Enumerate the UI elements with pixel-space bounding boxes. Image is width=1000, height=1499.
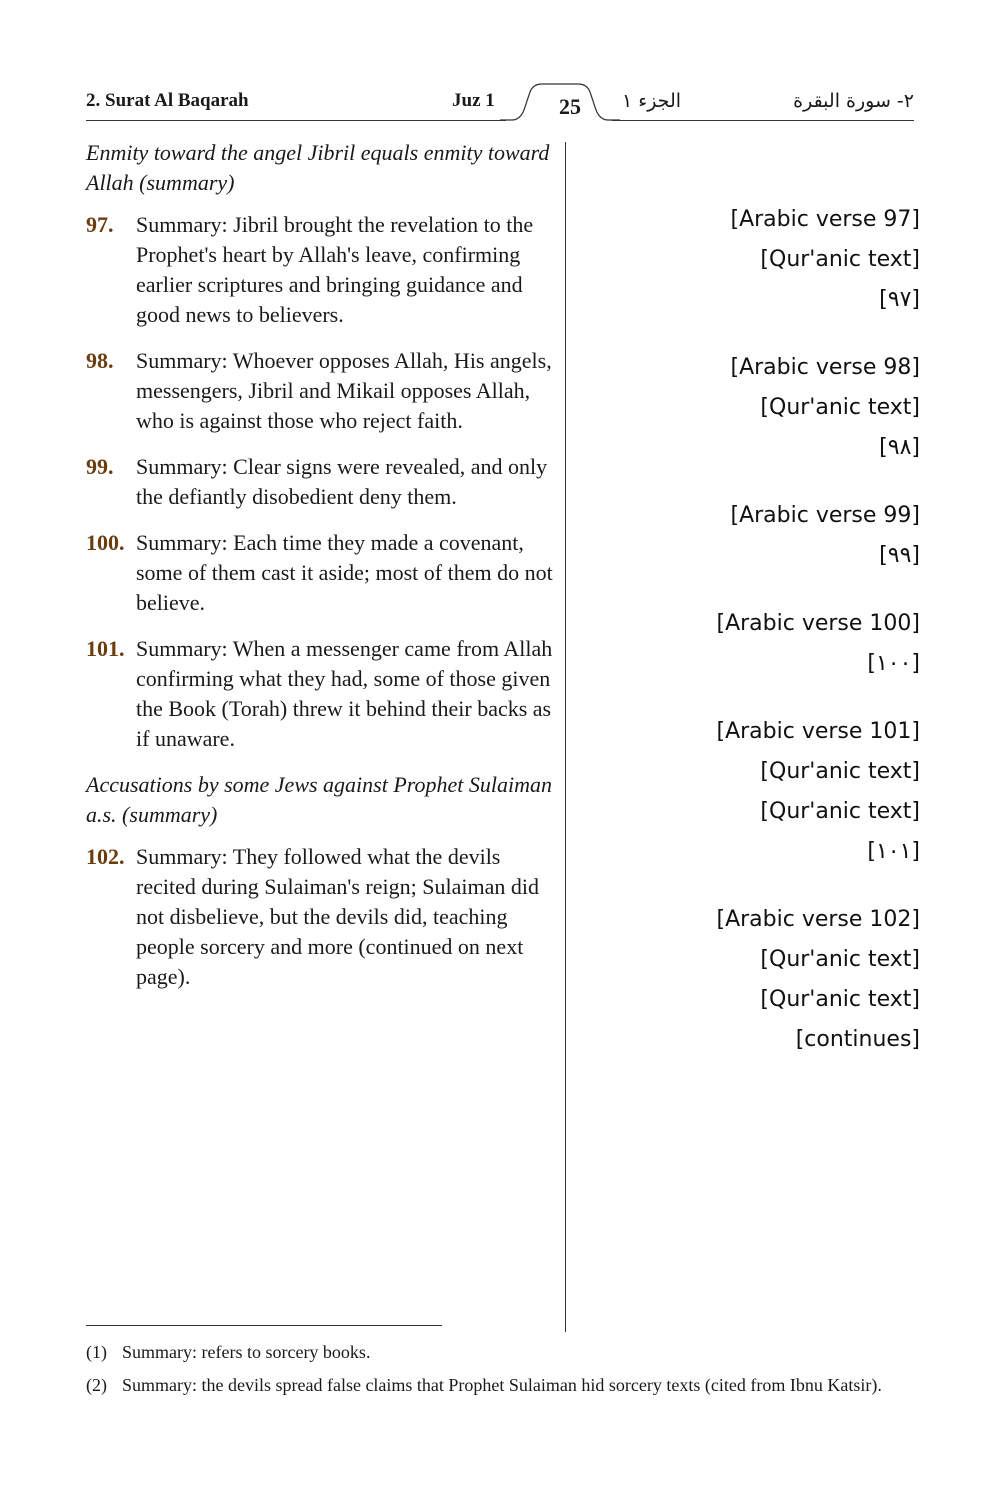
arabic-line: [٩٨] xyxy=(879,435,920,460)
arabic-column xyxy=(590,200,920,1088)
arabic-line: [Qur'anic text] xyxy=(760,395,920,420)
verse-text: Summary: Whoever opposes Allah, His angels, messengers, Jibril and Mikail opposes Allah, who is against those who reject faith. xyxy=(136,348,552,433)
arabic-line: [١٠١] xyxy=(867,839,920,864)
footnotes xyxy=(86,1340,914,1406)
verse-text: Summary: They followed what the devils recited during Sulaiman's reign; Sulaiman did not disbelieve, but the devils did, teaching people sorcery and more (continued on next page). xyxy=(136,844,539,989)
verse-item xyxy=(86,346,556,436)
verse-item xyxy=(86,634,556,754)
verse-text: Summary: Clear signs were revealed, and only the defiantly disobedient deny them. xyxy=(136,454,548,509)
arabic-line: [Arabic verse 101] xyxy=(716,719,920,744)
arabic-verse-block xyxy=(590,200,920,320)
header-surah-latin: 2. Surat Al Baqarah xyxy=(86,90,249,111)
footnote-number: (2) xyxy=(86,1375,107,1395)
arabic-line: [Arabic verse 97] xyxy=(730,207,920,232)
verse-number: 99. xyxy=(86,454,114,479)
footnote-item xyxy=(86,1373,914,1398)
arabic-line: [Arabic verse 102] xyxy=(716,907,920,932)
page-number: 25 xyxy=(559,94,581,119)
section-heading: Enmity toward the angel Jibril equals enmity toward Allah (summary) xyxy=(86,140,550,195)
translation-column xyxy=(86,138,556,1008)
arabic-line: [Qur'anic text] xyxy=(760,947,920,972)
verse-number: 102. xyxy=(86,844,125,869)
arabic-verse-block xyxy=(590,900,920,1060)
header-rule-left xyxy=(86,120,506,121)
header-surah-arabic: ٢- سورة البقرة xyxy=(793,90,914,112)
verse-number: 98. xyxy=(86,348,114,373)
footnote-number: (1) xyxy=(86,1342,107,1362)
arabic-line: [Qur'anic text] xyxy=(760,759,920,784)
arabic-line: [Arabic verse 100] xyxy=(716,611,920,636)
verse-number: 97. xyxy=(86,212,114,237)
verse-item xyxy=(86,210,556,330)
verse-list xyxy=(86,210,556,754)
arabic-line: [Qur'anic text] xyxy=(760,987,920,1012)
arabic-verse-block xyxy=(590,712,920,872)
arabic-verse-block xyxy=(590,604,920,684)
verse-text: Summary: Jibril brought the revelation to the Prophet's heart by Allah's leave, confirming earlier scriptures and bringing guidance and good news to believers. xyxy=(136,212,534,327)
arabic-line: [Qur'anic text] xyxy=(760,247,920,272)
arabic-line: [١٠٠] xyxy=(867,651,920,676)
verse-item xyxy=(86,528,556,618)
arabic-verse-block xyxy=(590,496,920,576)
footnote-text: Summary: refers to sorcery books. xyxy=(122,1342,371,1362)
arabic-verse-block xyxy=(590,348,920,468)
verse-number: 100. xyxy=(86,530,125,555)
header-rule-right xyxy=(612,120,914,121)
header-juz-arabic: الجزء ١ xyxy=(622,90,682,112)
header-juz-latin: Juz 1 xyxy=(452,90,495,111)
verse-text: Summary: When a messenger came from Allah confirming what they had, some of those given the Book (Torah) threw it behind their backs as if unaware. xyxy=(136,636,553,751)
footnote-rule xyxy=(86,1325,442,1326)
footnote-item xyxy=(86,1340,914,1365)
arabic-line: [Qur'anic text] xyxy=(760,799,920,824)
verse-number: 101. xyxy=(86,636,125,661)
column-divider xyxy=(565,142,566,1332)
arabic-line: [continues] xyxy=(795,1027,920,1052)
verse-text: Summary: Each time they made a covenant, some of them cast it aside; most of them do not believe. xyxy=(136,530,553,615)
arabic-line: [Arabic verse 99] xyxy=(730,503,920,528)
footnote-text: Summary: the devils spread false claims that Prophet Sulaiman hid sorcery texts (cited from Ibnu Katsir). xyxy=(122,1375,882,1395)
verse-item xyxy=(86,452,556,512)
verse-list xyxy=(86,842,556,992)
arabic-line: [٩٩] xyxy=(879,543,920,568)
arabic-line: [Arabic verse 98] xyxy=(730,355,920,380)
verse-item xyxy=(86,842,556,992)
arabic-line: [٩٧] xyxy=(879,287,920,312)
section-heading: Accusations by some Jews against Prophet Sulaiman a.s. (summary) xyxy=(86,772,553,827)
